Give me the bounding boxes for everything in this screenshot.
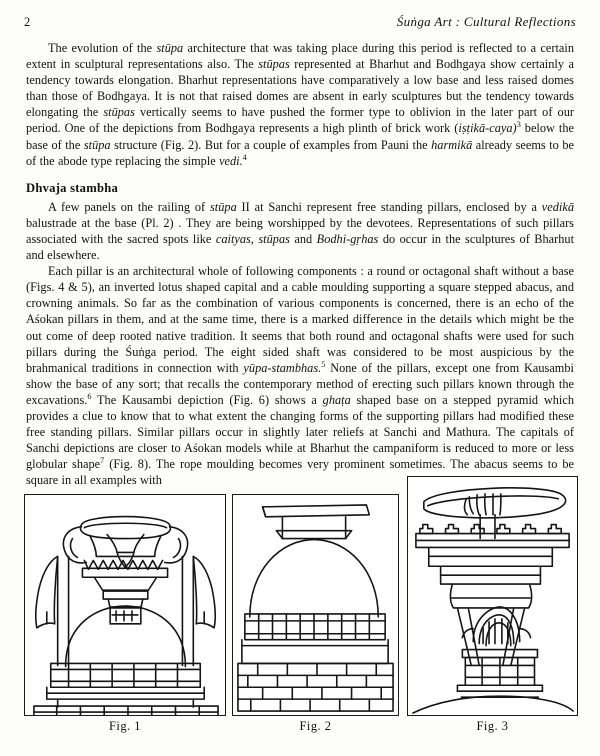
- text-run: and: [289, 231, 317, 246]
- text-run: below the base of the: [26, 121, 575, 152]
- italic-term: vedi.: [219, 153, 243, 168]
- italic-term: yūpa-stambhas.: [243, 360, 322, 375]
- italic-term: stūpa: [83, 137, 111, 152]
- body-text-column: [26, 40, 574, 488]
- section-heading-dhvaja-stambha: Dhvaja stambha: [26, 180, 119, 195]
- text-run: architecture that was taking place during this period is reflected to a certain extent in sculptural representations also. The: [26, 41, 574, 72]
- italic-term: stūpa: [156, 41, 184, 55]
- italic-term: harmikā: [431, 137, 473, 152]
- text-run: do occur in the sculptures of Bharhut and elsewhere.: [26, 231, 575, 263]
- figure-3-caption: Fig. 3: [476, 719, 509, 733]
- text-run: II at Sanchi represent free standing pillars, enclosed by a: [236, 199, 542, 214]
- footnote-marker: 6: [87, 391, 92, 401]
- text-run: already seems to be of the abode type replacing the simple: [26, 137, 575, 168]
- italic-term: stūpa: [209, 199, 237, 214]
- italic-term: vedikā: [541, 199, 574, 214]
- figure-1-drawing: [25, 495, 225, 715]
- footnote-marker: 4: [242, 152, 247, 162]
- text-run: vertically seems to have pushed the former type to oblivion in the later part of our period. One of the depictions from Bodhgaya represents a high plinth of brick work (: [26, 105, 574, 136]
- figure-2-frame: [232, 494, 399, 716]
- figure-2-caption: Fig. 2: [299, 719, 332, 733]
- figure-1-caption: Fig. 1: [109, 719, 141, 733]
- paragraph-3: [26, 263, 574, 488]
- figure-1-frame: [24, 494, 226, 716]
- running-head-title: Śuṅga Art : Cultural Reflections: [396, 14, 576, 29]
- figure-3-drawing: [408, 477, 577, 715]
- text-run: The evolution of the: [48, 41, 157, 55]
- text-run: Each pillar is an architectural whole of following components : a round or octagonal shaft without a base (Figs. 4 & 5), an inverted lotus shaped capital and a cable moulding supporting a square stepped abacus, and crowning animals. So far as the combination of various components is concerned, there is an echo of the Aśokan pillars in them, and at the same time, there is a marked difference in the details which might be the out come of deep rooted native tradition. It seems that both round and octagonal shafts were used for such pillars during the Śuṅga period. The eight sided shaft was considered to be most auspicious by the brahmanical traditions in connection with: [26, 264, 574, 375]
- text-run: structure (Fig. 2). But for a couple of examples from Pauni the: [110, 137, 432, 152]
- paragraph-1: [26, 40, 574, 169]
- footnote-marker: 7: [100, 456, 105, 466]
- text-run: A few panels on the railing of: [48, 199, 210, 214]
- text-run: None of the pillars, except one from Kausambi show the base of any sort; that recalls the contemporary method of erecting such pillars known through the excavations.: [26, 360, 574, 407]
- italic-term: caityas, stūpas: [215, 231, 290, 246]
- text-run: balustrade at the base (Pl. 2) . They are being worshipped by the devotees. Representations of such pillars associated with the sacred spots like: [26, 215, 574, 246]
- footnote-marker: 3: [516, 120, 521, 130]
- figure-3-frame: [407, 476, 578, 716]
- text-run: shaped base on a stepped pyramid which provides a clue to know that to what extent the changing forms of the supporting pillars had modified these free standing pillars. Similar pillars occur in slightly later reliefs at Sanchi and Mathura. The capitals of Sanchi depictions are closer to Aśokan models while at Bharhut the campaniform is reduced to more or less globular shape: [26, 392, 574, 472]
- italic-term: iṣṭikā-caya): [458, 121, 517, 136]
- paragraph-2: [26, 199, 574, 263]
- page-number: 2: [24, 15, 31, 29]
- italic-term: ghaṭa: [322, 392, 351, 407]
- text-run: represented at Bharhut and Bodhgaya show certainly a tendency towards elongation. Bharhut representations have comparatively a low base and less raised domes than those of Bodhgaya. It is not that raised domes are absent in early sculptures but the tendency towards elongating the: [26, 57, 574, 120]
- text-run: (Fig. 8). The rope moulding becomes very prominent sometimes. The abacus seems to be square in all examples with: [26, 457, 574, 488]
- running-head: [24, 14, 576, 34]
- italic-term: stūpas: [258, 57, 290, 72]
- italic-term: stūpas: [103, 105, 135, 120]
- footnote-marker: 5: [321, 359, 326, 369]
- figure-2-drawing: [233, 495, 398, 715]
- text-run: The Kausambi depiction (Fig. 6) shows a: [91, 392, 323, 407]
- italic-term: Bodhi-gṛhas: [316, 231, 379, 246]
